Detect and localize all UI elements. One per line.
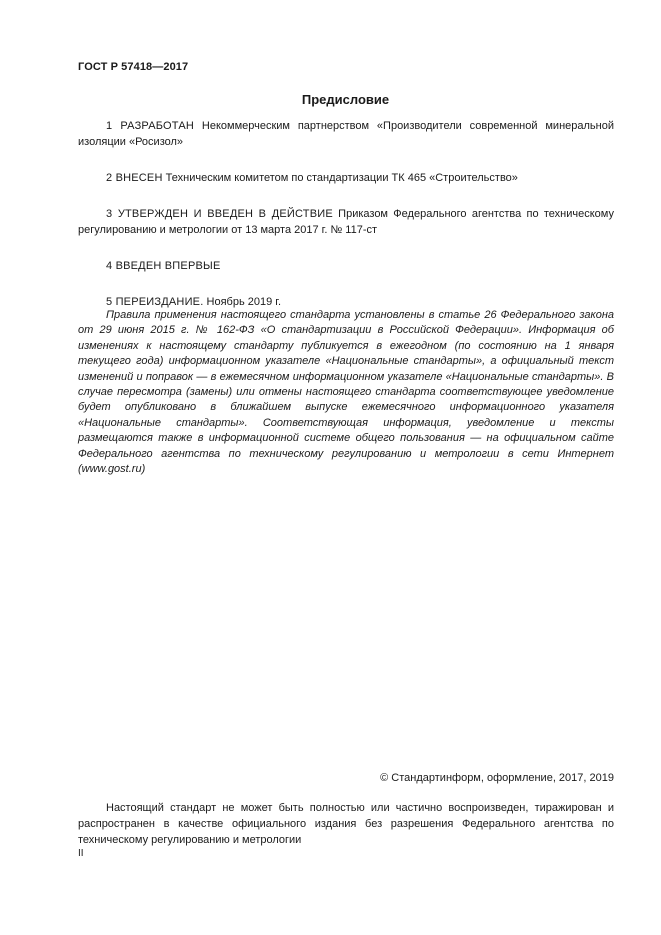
copyright-line: © Стандартинформ, оформление, 2017, 2019 (380, 772, 614, 784)
foreword-item (78, 206, 614, 238)
item-label: 4 ВВЕДЕН ВПЕРВЫЕ (106, 260, 221, 272)
document-code: ГОСТ Р 57418—2017 (78, 61, 189, 73)
foreword-list (78, 118, 614, 330)
page-title: Предисловие (301, 92, 390, 107)
page-number: II (78, 848, 84, 859)
item-label: 3 УТВЕРЖДЕН И ВВЕДЕН В ДЕЙСТВИЕ (106, 208, 333, 220)
item-text: Приказом Федерального агентства по техническому регулированию и метрологии от 13 марта 2017 г. № 117-ст (78, 208, 614, 236)
item-text: Ноябрь 2019 г. (203, 296, 282, 308)
item-label: 5 ПЕРЕИЗДАНИЕ. (106, 296, 204, 308)
foreword-item (78, 118, 614, 150)
item-text: Некоммерческим партнерством «Производители современной минеральной изоляции «Росизол» (78, 120, 614, 148)
item-label: 1 РАЗРАБОТАН (106, 120, 195, 132)
item-text: Техническим комитетом по стандартизации ТК 465 «Строительство» (162, 172, 518, 184)
item-label: 2 ВНЕСЕН (106, 172, 163, 184)
rights-paragraph: Настоящий стандарт не может быть полностью или частично воспроизведен, тиражирован и распространен в качестве официального издания без разрешения Федерального агентства по техническому регулированию и метрологии (78, 802, 614, 846)
foreword-item (78, 170, 614, 186)
notice-paragraph: Правила применения настоящего стандарта установлены в статье 26 Федерального закона от 29 июня 2015 г. № 162-ФЗ «О стандартизации в Российской Федерации». Информация об изменениях к настоящему стандарту публикуется в ежегодном (по состоянию на 1 января текущего года) информационном указателе «Национальные стандарты», а официальный текст изменений и поправок — в ежемесячном информационном указателе «Национальные стандарты». В случае пересмотра (замены) или отмены настоящего стандарта соответствующее уведомление будет опубликовано в ближайшем выпуске ежемесячного информационного указателя «Национальные стандарты». Соответствующая информация, уведомление и тексты размещаются также в информационной системе общего пользования — на официальном сайте Федерального агентства по техническому регулированию и метрологии в сети Интернет (www.gost.ru) (78, 309, 614, 476)
foreword-item (78, 258, 614, 274)
